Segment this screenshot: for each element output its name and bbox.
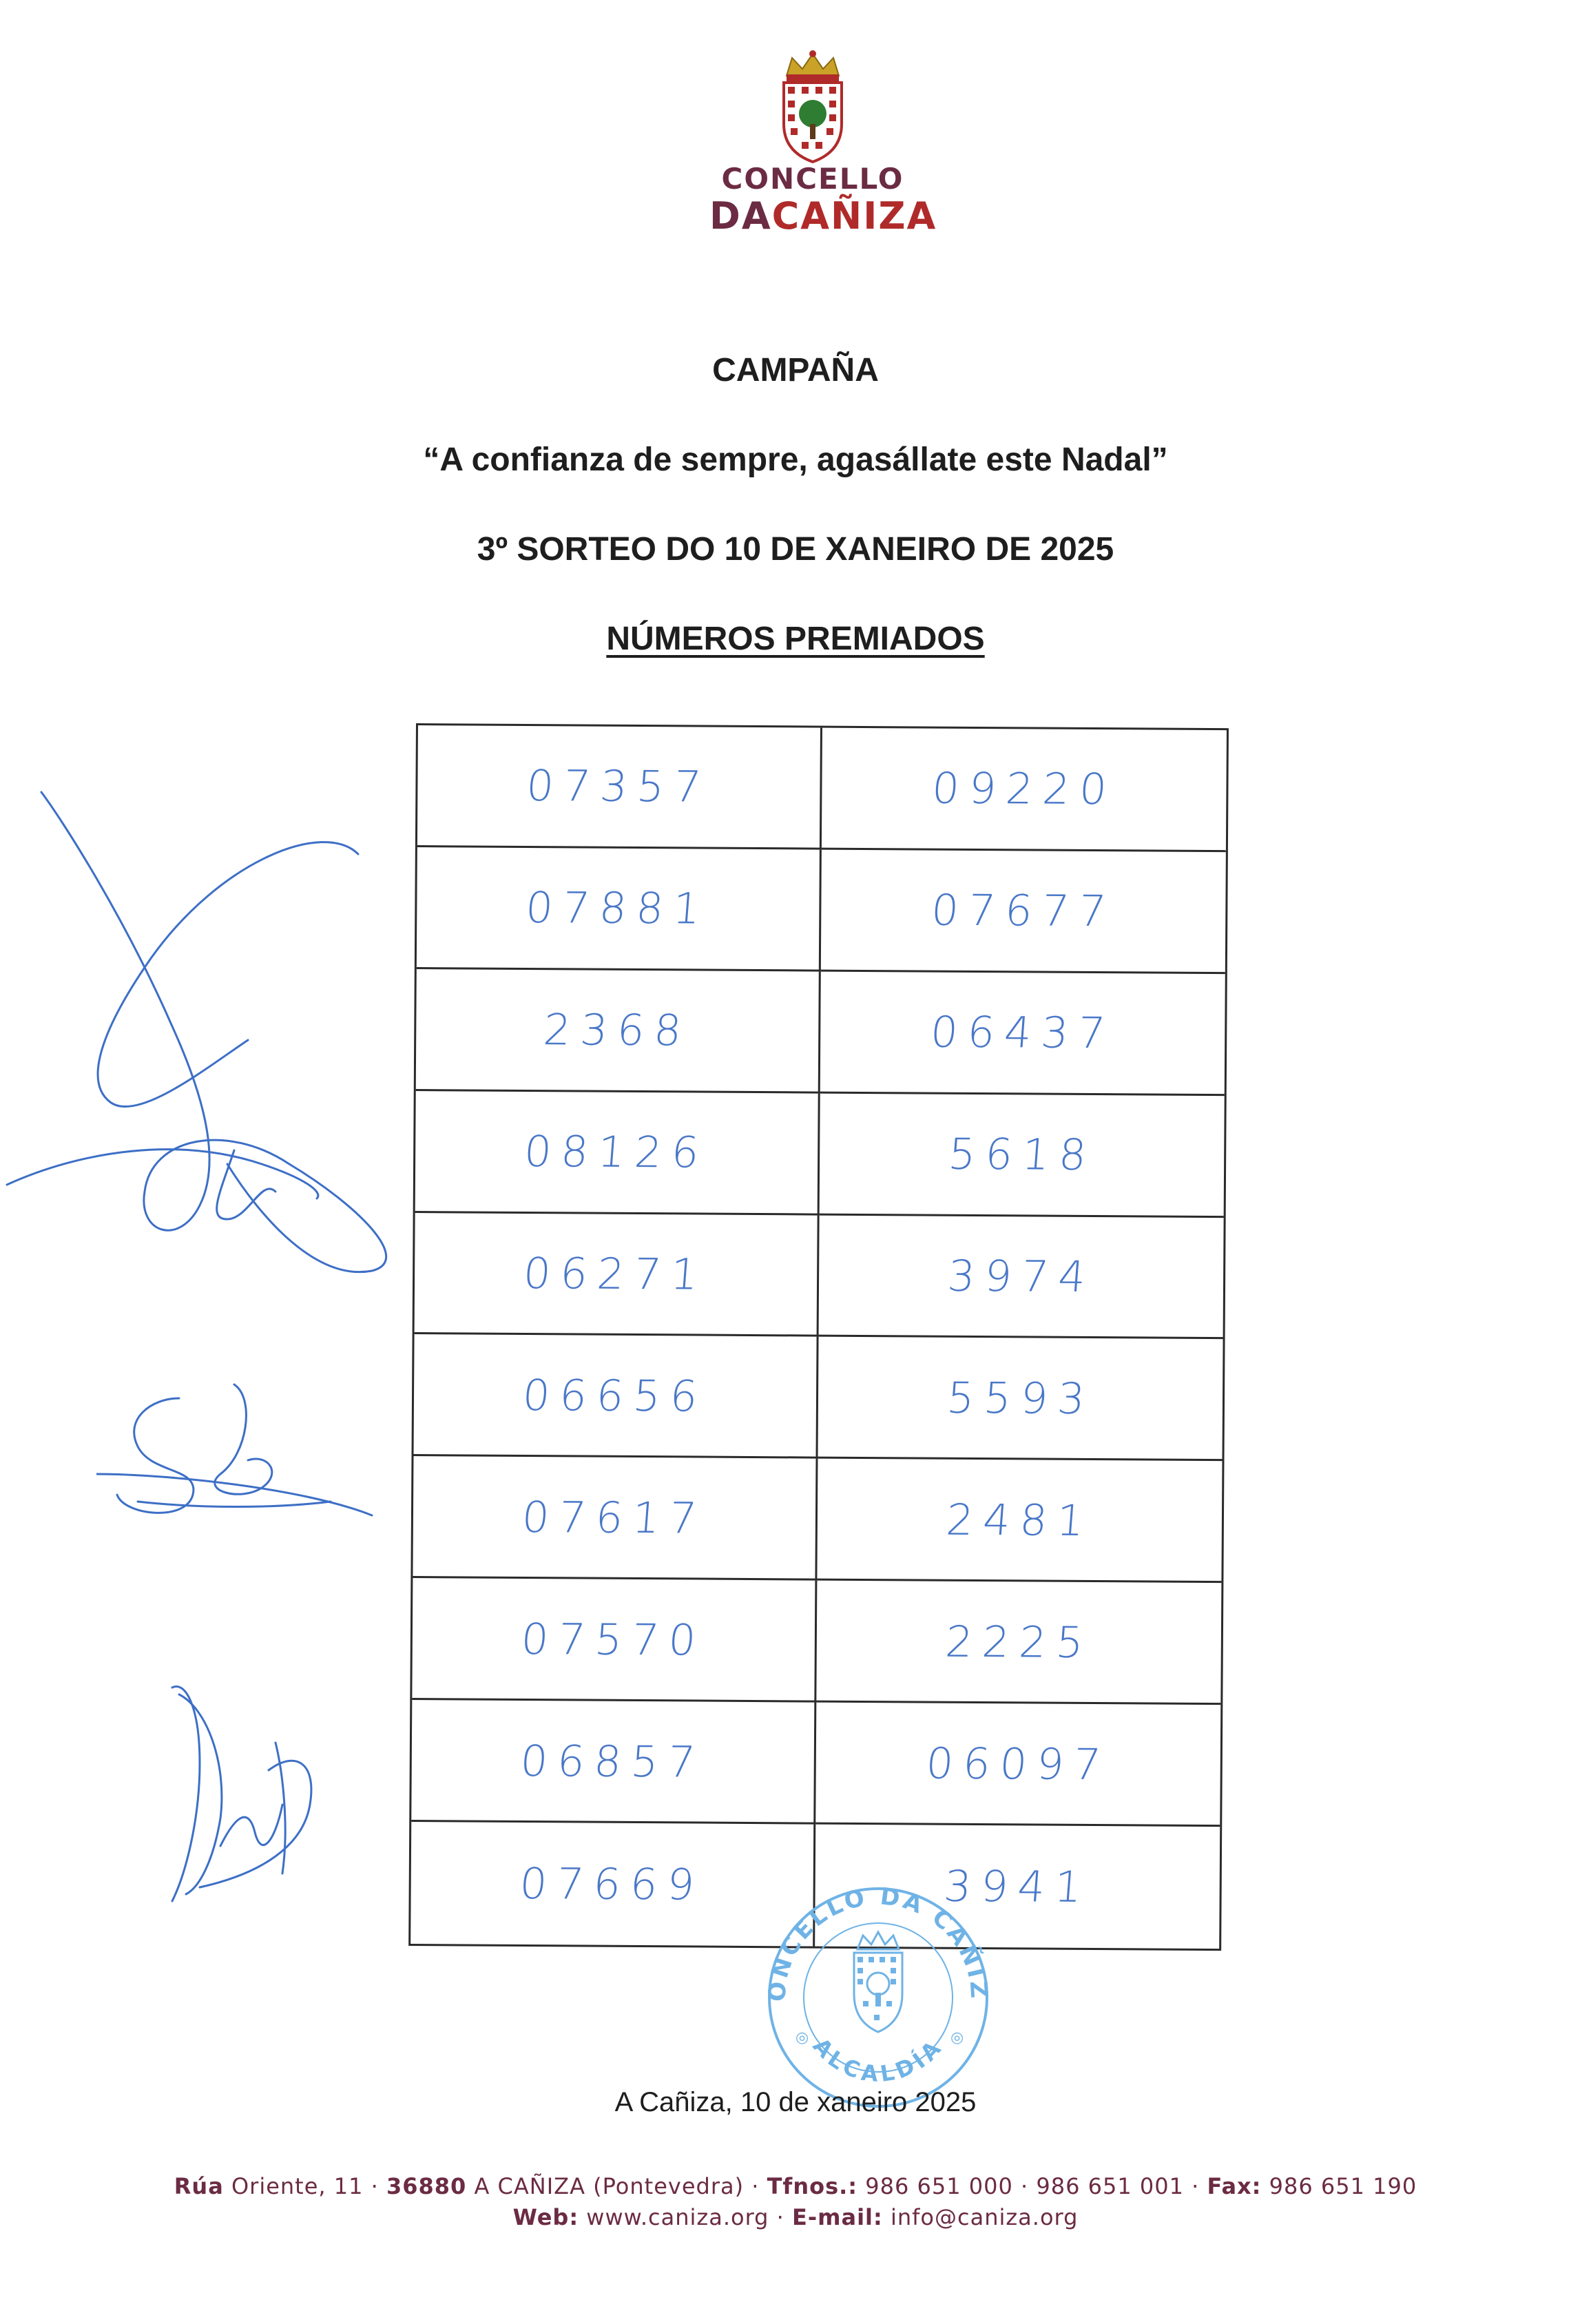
prize-number: 2481: [944, 1494, 1096, 1546]
stamp-bottom-text: ALCALDÍA: [807, 2033, 949, 2088]
footer-address-line: [0, 2173, 1591, 2199]
table-cell: [417, 725, 822, 849]
official-stamp: [754, 1877, 1002, 2111]
stamp-seal-icon: [754, 1877, 1002, 2111]
logo-text-concello: CONCELLO: [721, 162, 904, 196]
web-label: Web:: [512, 2204, 579, 2230]
web-link[interactable]: www.caniza.org ·: [586, 2204, 784, 2230]
prize-number: 07357: [525, 760, 713, 813]
phone-label: Tfnos.:: [767, 2173, 858, 2199]
prize-numbers-grid: [408, 723, 1229, 1951]
prize-number: 3941: [942, 1860, 1093, 1913]
campaign-slogan: “A confianza de sempre, agasállate este Nadal”: [423, 442, 1168, 478]
table-cell: [820, 971, 1225, 1095]
prize-number: 2225: [943, 1616, 1095, 1668]
email-link[interactable]: info@caniza.org: [890, 2204, 1079, 2230]
address-label: Rúa: [174, 2173, 224, 2199]
postal-code: 36880: [386, 2173, 467, 2199]
table-cell: [413, 1456, 818, 1580]
prize-number: 3974: [945, 1250, 1097, 1303]
document-date: A Cañiza, 10 de xaneiro 2025: [614, 2087, 977, 2117]
prize-number: 07677: [929, 884, 1118, 937]
table-cell: [412, 1578, 817, 1702]
signature-3-icon: [158, 1667, 337, 1915]
table-cell: [815, 1703, 1220, 1827]
prize-number: 07570: [519, 1613, 708, 1666]
stamp-top-text: ONCELLO DA CAÑIZ: [763, 1882, 993, 2003]
table-cell: [417, 847, 822, 971]
table-cell: [816, 1581, 1221, 1705]
prize-number: 08126: [522, 1126, 711, 1178]
signature-1-icon: [0, 778, 427, 1274]
prize-number: 06097: [924, 1738, 1112, 1789]
table-cell: [413, 1334, 818, 1458]
prize-number: 06857: [519, 1735, 707, 1787]
table-cell: [821, 849, 1226, 973]
signature-2-icon: [96, 1371, 386, 1529]
prize-numbers-heading: [0, 620, 1591, 658]
table-cell: [817, 1459, 1222, 1583]
prize-number: 06656: [521, 1369, 709, 1422]
coat-of-arms-icon: [771, 48, 854, 165]
prize-number: 5593: [944, 1372, 1096, 1424]
prize-number: 07669: [518, 1858, 707, 1910]
logo-text-caniza: CAÑIZA: [771, 194, 937, 238]
prize-number: 2368: [541, 1004, 693, 1056]
prize-numbers-heading-text: NÚMEROS PREMIADOS: [606, 621, 985, 657]
prize-numbers-table: [408, 723, 1229, 1951]
prize-number: 09220: [930, 763, 1119, 815]
table-cell: [415, 1213, 820, 1337]
address-value: Oriente, 11 ·: [231, 2173, 379, 2199]
table-cell: [818, 1337, 1223, 1461]
logo-text-da-caniza: [709, 194, 937, 238]
prize-number: 07617: [520, 1491, 709, 1544]
fax-label: Fax:: [1207, 2173, 1262, 2199]
footer-web-line: [0, 2204, 1591, 2230]
draw-title: 3º SORTEO DO 10 DE XANEIRO DE 2025: [477, 531, 1114, 568]
prize-number: 07881: [523, 882, 712, 934]
prize-number: 06271: [521, 1248, 710, 1300]
city-value: A CAÑIZA (Pontevedra) ·: [474, 2173, 760, 2199]
phone-values: 986 651 000 · 986 651 001 ·: [865, 2173, 1200, 2199]
svg-text:◎: ◎: [796, 2029, 809, 2046]
table-cell: [819, 1215, 1224, 1339]
table-cell: [416, 969, 821, 1093]
fax-value: 986 651 190: [1269, 2173, 1417, 2199]
prize-number: 06437: [928, 1006, 1117, 1059]
svg-text:◎: ◎: [950, 2029, 964, 2046]
email-label: E-mail:: [792, 2204, 883, 2230]
municipal-logo: [709, 48, 937, 241]
logo-text-da: DA: [709, 194, 772, 238]
table-cell: [415, 1091, 820, 1215]
table-cell: [822, 728, 1227, 852]
campaign-title: CAMPAÑA: [712, 352, 879, 388]
prize-number: 5618: [946, 1128, 1098, 1181]
table-cell: [820, 1093, 1225, 1217]
table-cell: [411, 1700, 816, 1824]
